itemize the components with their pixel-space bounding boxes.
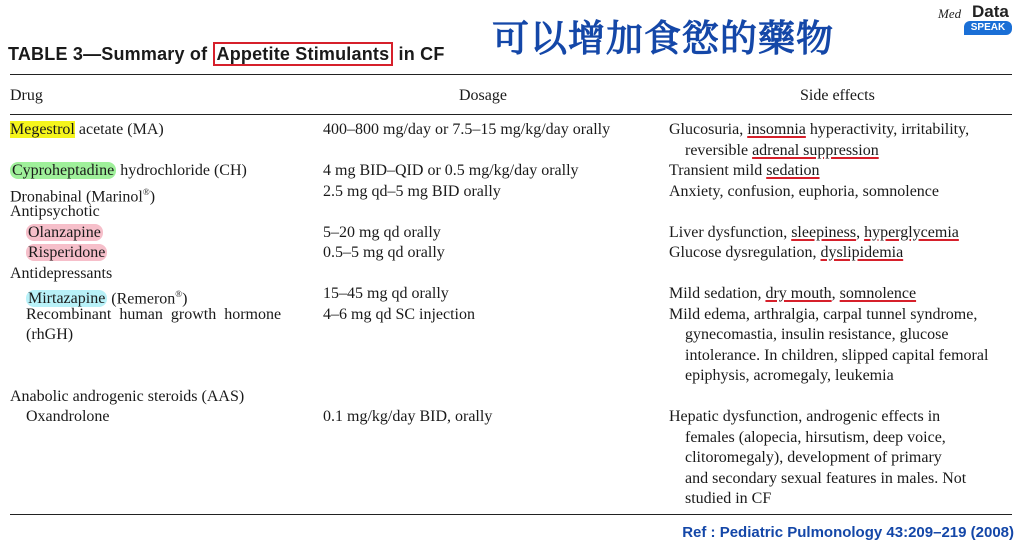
side-effects-oxandrolone-line5: studied in CF [685, 490, 772, 507]
side-effects-oxandrolone-line4: and secondary sexual features in males. Not [685, 469, 967, 487]
dosage-mirtazapine: 15–45 mg qd orally [323, 285, 449, 302]
category-antipsychotic: Antipsychotic [10, 203, 100, 220]
side-effects-dronabinal: Anxiety, confusion, euphoria, somnolence [669, 182, 940, 200]
table-title-highlight: Appetite Stimulants [213, 42, 394, 66]
side-effects-rhgh-line1: Mild edema, arthralgia, carpal tunnel syndrome, [669, 305, 978, 323]
dosage-cyproheptadine: 4 mg BID–QID or 0.5 mg/kg/day orally [323, 162, 579, 179]
dosage-risperidone: 0.5–5 mg qd orally [323, 244, 445, 261]
chinese-title: 可以增加食慾的藥物 [492, 17, 834, 60]
dosage-rhgh: 4–6 mg qd SC injection [323, 305, 475, 323]
side-effects-risperidone: Glucose dysregulation, dyslipidemia [669, 244, 904, 261]
drug-megestrol: Megestrol acetate (MA) [10, 121, 164, 138]
side-effects-olanzapine: Liver dysfunction, sleepiness, hyperglycemia [669, 223, 959, 241]
side-effects-megestrol-line1: Glucosuria, insomnia hyperactivity, irritability, [669, 121, 970, 138]
table-bottom-rule [10, 514, 1012, 515]
drug-oxandrolone: Oxandrolone [26, 408, 110, 425]
dosage-megestrol: 400–800 mg/day or 7.5–15 mg/kg/day orally [323, 121, 611, 138]
drug-cyproheptadine: Cyproheptadine hydrochloride (CH) [12, 162, 247, 179]
drug-rhgh-line2: (rhGH) [26, 326, 74, 343]
dosage-olanzapine: 5–20 mg qd orally [323, 223, 441, 241]
meddata-speak-logo: Med Data SPEAK [938, 4, 1016, 40]
table-top-rule [10, 74, 1012, 75]
side-effects-oxandrolone-line2: females (alopecia, hirsutism, deep voice, [685, 428, 946, 446]
category-aas: Anabolic androgenic steroids (AAS) [10, 387, 245, 405]
side-effects-cyproheptadine: Transient mild sedation [669, 162, 820, 179]
reference-citation: Ref : Pediatric Pulmonology 43:209–219 (2008) [682, 524, 1014, 541]
column-header-drug: Drug [10, 87, 43, 104]
side-effects-megestrol-line2: reversible adrenal suppression [685, 141, 879, 159]
category-antidepressants: Antidepressants [10, 264, 113, 282]
side-effects-oxandrolone-line1: Hepatic dysfunction, androgenic effects in [669, 408, 941, 425]
drug-mirtazapine: Mirtazapine (Remeron®) [28, 289, 188, 308]
side-effects-mirtazapine: Mild sedation, dry mouth, somnolence [669, 285, 917, 302]
side-effects-rhgh-line3: intolerance. In children, slipped capital femoral [685, 346, 989, 364]
drug-olanzapine: Olanzapine [28, 223, 101, 241]
side-effects-oxandrolone-line3: clitoromegaly), development of primary [685, 449, 942, 466]
side-effects-rhgh-line4: epiphysis, acromegaly, leukemia [685, 367, 894, 384]
table-header-rule [10, 114, 1012, 115]
column-header-dosage: Dosage [459, 87, 507, 104]
drug-rhgh-line1: Recombinant human growth hormone [26, 305, 282, 323]
dosage-dronabinal: 2.5 mg qd–5 mg BID orally [323, 182, 501, 200]
side-effects-rhgh-line2: gynecomastia, insulin resistance, glucose [685, 326, 949, 343]
drug-dronabinal: Dronabinal (Marinol®) [10, 186, 156, 205]
dosage-oxandrolone: 0.1 mg/kg/day BID, orally [323, 408, 493, 425]
drug-risperidone: Risperidone [28, 244, 106, 261]
column-header-side-effects: Side effects [800, 87, 875, 104]
table-title: TABLE 3—Summary of Appetite Stimulants in CF [8, 44, 445, 64]
